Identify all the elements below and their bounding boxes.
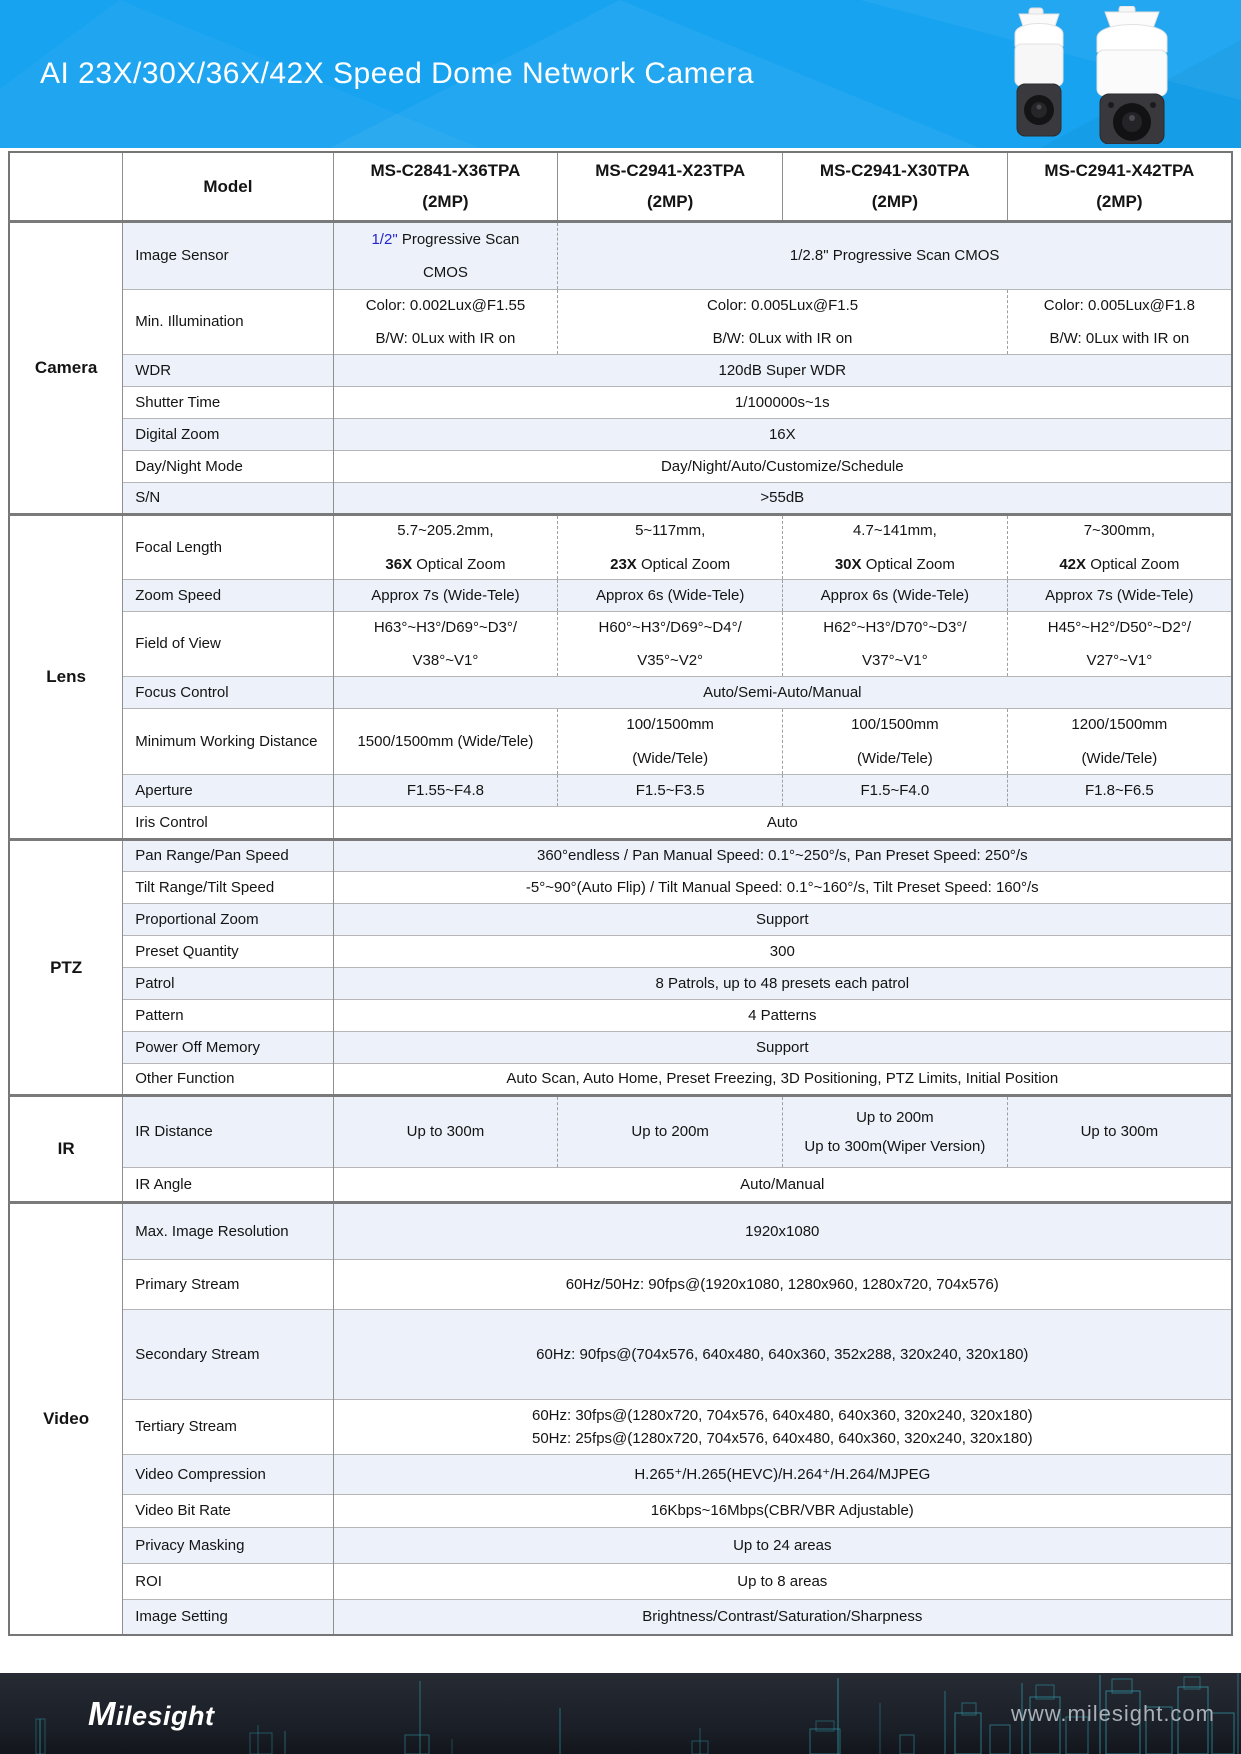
- spec-value: 1920x1080: [333, 1203, 1232, 1260]
- spec-value: Up to 24 areas: [333, 1528, 1232, 1564]
- spec-value: Auto/Manual: [333, 1168, 1232, 1203]
- spec-row: [9, 1203, 1232, 1260]
- spec-label: Video Compression: [123, 1455, 333, 1495]
- footer-banner: [0, 1673, 1241, 1754]
- spec-row: [9, 515, 1232, 580]
- spec-label: Shutter Time: [123, 387, 333, 419]
- section-label: IR: [9, 1096, 123, 1203]
- spec-label: Tilt Range/Tilt Speed: [123, 872, 333, 904]
- spec-value: Up to 300m: [1007, 1096, 1232, 1168]
- spec-row: [9, 1400, 1232, 1455]
- spec-row: [9, 1000, 1232, 1032]
- spec-label: S/N: [123, 483, 333, 515]
- spec-row: [9, 1495, 1232, 1528]
- spec-row: [9, 451, 1232, 483]
- spec-label: Max. Image Resolution: [123, 1203, 333, 1260]
- website-url: www.milesight.com: [1010, 1700, 1215, 1726]
- spec-label: Focal Length: [123, 515, 333, 580]
- spec-value: 5~117mm, 23X Optical Zoom: [558, 515, 783, 580]
- spec-row: [9, 1310, 1232, 1400]
- speed-dome-camera-right: [1097, 6, 1167, 144]
- section-ptz: [9, 840, 1232, 1096]
- spec-value: Approx 6s (Wide-Tele): [558, 580, 783, 612]
- spec-value: H63°~H3°/D69°~D3°/ V38°~V1°: [333, 612, 558, 677]
- spec-row: [9, 1168, 1232, 1203]
- spec-label: Proportional Zoom: [123, 904, 333, 936]
- spec-row: [9, 355, 1232, 387]
- spec-value: H45°~H2°/D50°~D2°/ V27°~V1°: [1007, 612, 1232, 677]
- spec-label: Power Off Memory: [123, 1032, 333, 1064]
- spec-value: 60Hz/50Hz: 90fps@(1920x1080, 1280x960, 1280x720, 704x576): [333, 1260, 1232, 1310]
- milesight-logo: Milesight: [88, 1694, 215, 1732]
- spec-label: WDR: [123, 355, 333, 387]
- spec-label: Video Bit Rate: [123, 1495, 333, 1528]
- spec-label: Primary Stream: [123, 1260, 333, 1310]
- spec-row: [9, 677, 1232, 709]
- spec-value: Up to 200m Up to 300m(Wiper Version): [783, 1096, 1008, 1168]
- spec-row: [9, 1260, 1232, 1310]
- product-image: [1001, 6, 1191, 148]
- spec-row: [9, 775, 1232, 807]
- spec-row: [9, 419, 1232, 451]
- spec-label: ROI: [123, 1564, 333, 1600]
- spec-sheet: [8, 151, 1233, 1636]
- corner-cell: [9, 152, 123, 222]
- spec-value: Up to 8 areas: [333, 1564, 1232, 1600]
- model-name-header: MS-C2841-X36TPA (2MP): [333, 152, 558, 222]
- page-title: AI 23X/30X/36X/42X Speed Dome Network Camera: [40, 57, 755, 90]
- spec-row: [9, 580, 1232, 612]
- spec-value: 16Kbps~16Mbps(CBR/VBR Adjustable): [333, 1495, 1232, 1528]
- spec-value: Brightness/Contrast/Saturation/Sharpness: [333, 1600, 1232, 1635]
- spec-value: Up to 200m: [558, 1096, 783, 1168]
- section-lens: [9, 515, 1232, 840]
- section-video: [9, 1203, 1232, 1635]
- spec-label: Digital Zoom: [123, 419, 333, 451]
- spec-value: 60Hz: 30fps@(1280x720, 704x576, 640x480, 640x360, 320x240, 320x180) 50Hz: 25fps@(1280x720, 704x576, 640x480, 640x360, 320x240, 320x180): [333, 1400, 1232, 1455]
- spec-value: 100/1500mm (Wide/Tele): [783, 709, 1008, 775]
- spec-label: IR Angle: [123, 1168, 333, 1203]
- spec-row: [9, 840, 1232, 872]
- spec-row: [9, 1564, 1232, 1600]
- spec-label: Field of View: [123, 612, 333, 677]
- spec-value: Day/Night/Auto/Customize/Schedule: [333, 451, 1232, 483]
- spec-value: 1/2.8" Progressive Scan CMOS: [558, 222, 1232, 290]
- spec-row: [9, 1064, 1232, 1096]
- spec-value: F1.5~F3.5: [558, 775, 783, 807]
- spec-label: Minimum Working Distance: [123, 709, 333, 775]
- section-label: Camera: [9, 222, 123, 515]
- spec-value: Auto/Semi-Auto/Manual: [333, 677, 1232, 709]
- spec-value: Approx 6s (Wide-Tele): [783, 580, 1008, 612]
- spec-row: [9, 968, 1232, 1000]
- section-label: PTZ: [9, 840, 123, 1096]
- spec-label: Preset Quantity: [123, 936, 333, 968]
- spec-value: Support: [333, 1032, 1232, 1064]
- spec-value: >55dB: [333, 483, 1232, 515]
- spec-value: Up to 300m: [333, 1096, 558, 1168]
- spec-label: Zoom Speed: [123, 580, 333, 612]
- spec-value: Approx 7s (Wide-Tele): [1007, 580, 1232, 612]
- spec-value: 1200/1500mm (Wide/Tele): [1007, 709, 1232, 775]
- spec-table: [8, 151, 1233, 1636]
- spec-value: 7~300mm, 42X Optical Zoom: [1007, 515, 1232, 580]
- spec-label: Aperture: [123, 775, 333, 807]
- spec-value: 8 Patrols, up to 48 presets each patrol: [333, 968, 1232, 1000]
- spec-value: 5.7~205.2mm, 36X Optical Zoom: [333, 515, 558, 580]
- spec-row: [9, 1600, 1232, 1635]
- spec-row: [9, 1455, 1232, 1495]
- spec-label: Focus Control: [123, 677, 333, 709]
- spec-label: Min. Illumination: [123, 290, 333, 355]
- spec-row: [9, 904, 1232, 936]
- spec-value: 16X: [333, 419, 1232, 451]
- spec-value: 4 Patterns: [333, 1000, 1232, 1032]
- spec-label: Secondary Stream: [123, 1310, 333, 1400]
- section-label: Video: [9, 1203, 123, 1635]
- spec-label: Iris Control: [123, 807, 333, 840]
- spec-label: Pattern: [123, 1000, 333, 1032]
- spec-value: H.265⁺/H.265(HEVC)/H.264⁺/H.264/MJPEG: [333, 1455, 1232, 1495]
- section-ir: [9, 1096, 1232, 1203]
- spec-value: 360°endless / Pan Manual Speed: 0.1°~250°/s, Pan Preset Speed: 250°/s: [333, 840, 1232, 872]
- spec-row: [9, 1096, 1232, 1168]
- section-camera: [9, 222, 1232, 515]
- spec-value: F1.55~F4.8: [333, 775, 558, 807]
- model-name-header: MS-C2941-X23TPA (2MP): [558, 152, 783, 222]
- spec-value: H60°~H3°/D69°~D4°/ V35°~V2°: [558, 612, 783, 677]
- spec-label: Patrol: [123, 968, 333, 1000]
- spec-value: H62°~H3°/D70°~D3°/ V37°~V1°: [783, 612, 1008, 677]
- spec-row: [9, 1528, 1232, 1564]
- spec-label: Tertiary Stream: [123, 1400, 333, 1455]
- spec-label: Privacy Masking: [123, 1528, 333, 1564]
- spec-row: [9, 222, 1232, 290]
- spec-row: [9, 483, 1232, 515]
- spec-value: 60Hz: 90fps@(704x576, 640x480, 640x360, 352x288, 320x240, 320x180): [333, 1310, 1232, 1400]
- spec-value: 120dB Super WDR: [333, 355, 1232, 387]
- spec-value: 100/1500mm (Wide/Tele): [558, 709, 783, 775]
- spec-row: [9, 936, 1232, 968]
- model-name-header: MS-C2941-X42TPA (2MP): [1007, 152, 1232, 222]
- spec-value: 1500/1500mm (Wide/Tele): [333, 709, 558, 775]
- spec-label: IR Distance: [123, 1096, 333, 1168]
- section-label: Lens: [9, 515, 123, 840]
- spec-label: Other Function: [123, 1064, 333, 1096]
- spec-label: Day/Night Mode: [123, 451, 333, 483]
- spec-label: Pan Range/Pan Speed: [123, 840, 333, 872]
- spec-value: Color: 0.005Lux@F1.8 B/W: 0Lux with IR on: [1007, 290, 1232, 355]
- spec-value: F1.5~F4.0: [783, 775, 1008, 807]
- spec-row: [9, 1032, 1232, 1064]
- spec-value: Approx 7s (Wide-Tele): [333, 580, 558, 612]
- model-header-row: [9, 152, 1232, 222]
- spec-value: Color: 0.002Lux@F1.55 B/W: 0Lux with IR on: [333, 290, 558, 355]
- spec-row: [9, 872, 1232, 904]
- model-column-header: Model: [123, 152, 333, 222]
- spec-row: [9, 807, 1232, 840]
- spec-value: 4.7~141mm, 30X Optical Zoom: [783, 515, 1008, 580]
- spec-row: [9, 709, 1232, 775]
- spec-value: 1/100000s~1s: [333, 387, 1232, 419]
- spec-value: 300: [333, 936, 1232, 968]
- spec-label: Image Setting: [123, 1600, 333, 1635]
- logo-initial: M: [88, 1694, 116, 1732]
- spec-value: Auto: [333, 807, 1232, 840]
- spec-value: -5°~90°(Auto Flip) / Tilt Manual Speed: 0.1°~160°/s, Tilt Preset Speed: 160°/s: [333, 872, 1232, 904]
- spec-value: Auto Scan, Auto Home, Preset Freezing, 3D Positioning, PTZ Limits, Initial Position: [333, 1064, 1232, 1096]
- spec-value: F1.8~F6.5: [1007, 775, 1232, 807]
- spec-row: [9, 612, 1232, 677]
- spec-row: [9, 290, 1232, 355]
- spec-value: Color: 0.005Lux@F1.5 B/W: 0Lux with IR on: [558, 290, 1007, 355]
- spec-row: [9, 387, 1232, 419]
- spec-value: 1/2" Progressive Scan CMOS: [333, 222, 558, 290]
- model-name-header: MS-C2941-X30TPA (2MP): [783, 152, 1008, 222]
- spec-label: Image Sensor: [123, 222, 333, 290]
- header-banner: [0, 0, 1241, 148]
- spec-value: Support: [333, 904, 1232, 936]
- speed-dome-camera-left: [1015, 8, 1063, 136]
